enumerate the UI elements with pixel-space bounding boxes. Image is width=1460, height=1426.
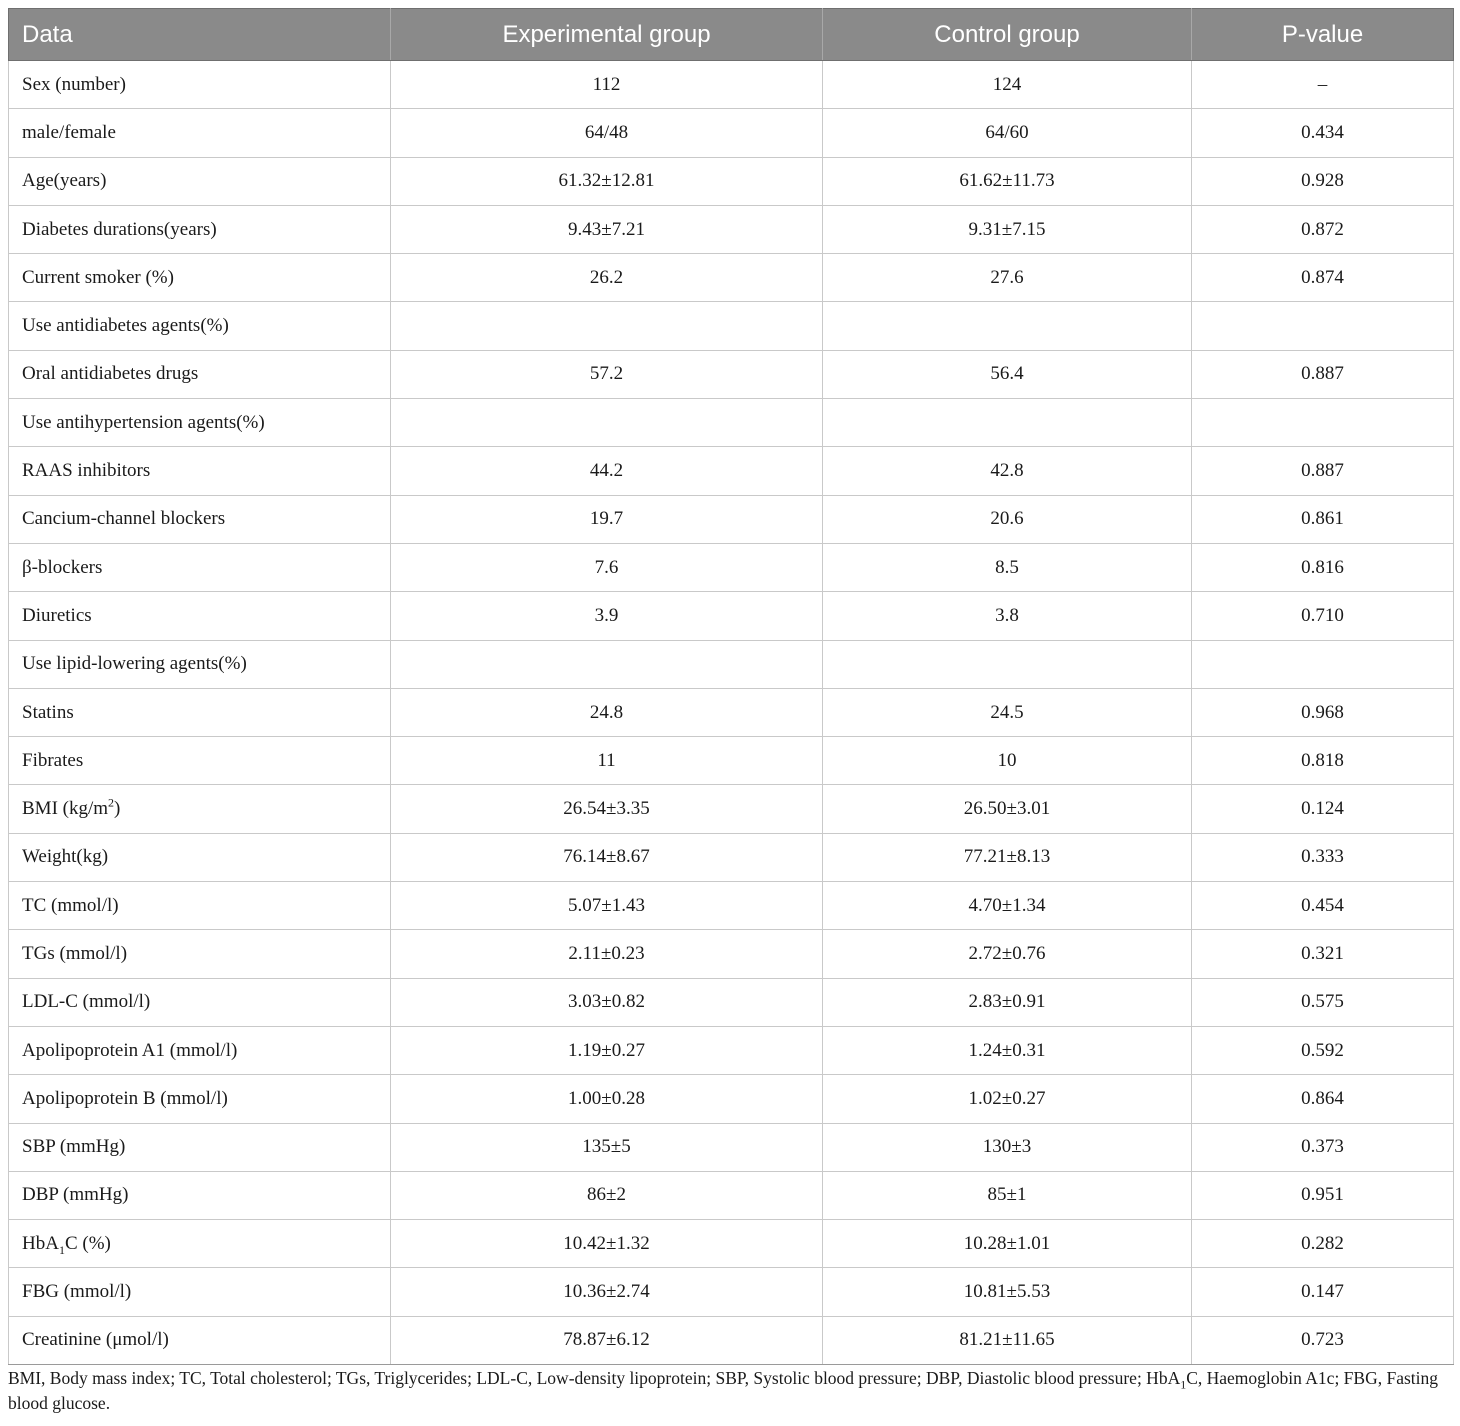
p-value: 0.872 <box>1192 205 1454 253</box>
control-group-value: 85±1 <box>823 1171 1192 1219</box>
row-label <box>9 930 391 978</box>
experimental-group-value: 10.42±1.32 <box>391 1220 823 1268</box>
table-row <box>9 61 1454 109</box>
experimental-group-value: 9.43±7.21 <box>391 205 823 253</box>
row-label-text: Current smoker (%) <box>22 266 174 288</box>
row-label-text: Creatinine (μmol/l) <box>22 1329 169 1351</box>
table-footnote <box>8 1366 1453 1416</box>
row-label <box>9 254 391 302</box>
table-row <box>9 495 1454 543</box>
row-label <box>9 592 391 640</box>
row-label-text: Weight(kg) <box>22 846 109 868</box>
p-value: 0.282 <box>1192 1220 1454 1268</box>
header-experimental-group: Experimental group <box>391 9 823 61</box>
table-row <box>9 1075 1454 1123</box>
table-row <box>9 1316 1454 1364</box>
table-row <box>9 592 1454 640</box>
p-value: 0.723 <box>1192 1316 1454 1364</box>
row-label <box>9 1123 391 1171</box>
p-value: 0.373 <box>1192 1123 1454 1171</box>
row-label-text: Age(years) <box>22 170 107 192</box>
row-label <box>9 1316 391 1364</box>
baseline-characteristics-table-wrapper <box>8 8 1453 1365</box>
control-group-value: 4.70±1.34 <box>823 882 1192 930</box>
row-label-suffix: ) <box>114 798 121 820</box>
row-label-text: male/female <box>22 121 116 143</box>
row-label <box>9 737 391 785</box>
p-value: 0.951 <box>1192 1171 1454 1219</box>
p-value: 0.454 <box>1192 882 1454 930</box>
experimental-group-value: 135±5 <box>391 1123 823 1171</box>
row-label <box>9 495 391 543</box>
row-label-text: RAAS inhibitors <box>22 460 151 482</box>
table-row <box>9 447 1454 495</box>
p-value: – <box>1192 61 1454 109</box>
row-label-text: Use antidiabetes agents(%) <box>22 315 229 337</box>
row-label-text: Cancium-channel blockers <box>22 508 226 530</box>
table-row <box>9 399 1454 447</box>
row-label <box>9 1026 391 1074</box>
experimental-group-value: 61.32±12.81 <box>391 157 823 205</box>
control-group-value <box>823 640 1192 688</box>
p-value: 0.147 <box>1192 1268 1454 1316</box>
table-row <box>9 978 1454 1026</box>
row-label-text: Statins <box>22 701 74 723</box>
row-label <box>9 109 391 157</box>
row-label-text: SBP (mmHg) <box>22 1136 126 1158</box>
p-value: 0.928 <box>1192 157 1454 205</box>
p-value <box>1192 640 1454 688</box>
experimental-group-value: 112 <box>391 61 823 109</box>
experimental-group-value: 5.07±1.43 <box>391 882 823 930</box>
row-label-text: Fibrates <box>22 749 84 771</box>
control-group-value: 24.5 <box>823 688 1192 736</box>
experimental-group-value <box>391 302 823 350</box>
row-label-suffix: C (%) <box>64 1232 111 1254</box>
table-row <box>9 109 1454 157</box>
control-group-value: 64/60 <box>823 109 1192 157</box>
header-control-group: Control group <box>823 9 1192 61</box>
row-label-text: Use lipid-lowering agents(%) <box>22 653 247 675</box>
experimental-group-value <box>391 640 823 688</box>
control-group-value: 3.8 <box>823 592 1192 640</box>
control-group-value: 10.81±5.53 <box>823 1268 1192 1316</box>
p-value: 0.575 <box>1192 978 1454 1026</box>
table-row <box>9 302 1454 350</box>
control-group-value: 26.50±3.01 <box>823 785 1192 833</box>
control-group-value <box>823 302 1192 350</box>
row-label <box>9 205 391 253</box>
experimental-group-value: 3.03±0.82 <box>391 978 823 1026</box>
row-label-text: TGs (mmol/l) <box>22 942 128 964</box>
row-label-text: Oral antidiabetes drugs <box>22 363 199 385</box>
footnote-text-start: BMI, Body mass index; TC, Total cholesterol; TGs, Triglycerides; LDL-C, Low-density lipoprotein; SBP, Systolic blood pressure; DBP, Diastolic blood pressure; HbA <box>8 1368 1181 1388</box>
control-group-value: 27.6 <box>823 254 1192 302</box>
row-label <box>9 447 391 495</box>
control-group-value: 124 <box>823 61 1192 109</box>
table-row <box>9 1123 1454 1171</box>
control-group-value: 10.28±1.01 <box>823 1220 1192 1268</box>
footnote-subscript: 1 <box>1180 1377 1187 1392</box>
row-label-text: Sex (number) <box>22 73 126 95</box>
row-label <box>9 399 391 447</box>
row-label <box>9 1220 391 1268</box>
experimental-group-value: 19.7 <box>391 495 823 543</box>
baseline-characteristics-table <box>8 8 1454 1365</box>
table-row <box>9 1268 1454 1316</box>
experimental-group-value: 1.00±0.28 <box>391 1075 823 1123</box>
p-value: 0.710 <box>1192 592 1454 640</box>
p-value: 0.818 <box>1192 737 1454 785</box>
row-label <box>9 640 391 688</box>
control-group-value: 56.4 <box>823 350 1192 398</box>
experimental-group-value: 26.54±3.35 <box>391 785 823 833</box>
experimental-group-value: 7.6 <box>391 543 823 591</box>
header-p-value: P-value <box>1192 9 1454 61</box>
row-label <box>9 1171 391 1219</box>
row-label-text: Diuretics <box>22 604 92 626</box>
p-value: 0.124 <box>1192 785 1454 833</box>
row-label <box>9 1268 391 1316</box>
row-label-text: TC (mmol/l) <box>22 894 119 916</box>
p-value: 0.333 <box>1192 833 1454 881</box>
row-label <box>9 543 391 591</box>
table-row <box>9 688 1454 736</box>
table-row <box>9 930 1454 978</box>
control-group-value: 10 <box>823 737 1192 785</box>
row-label <box>9 1075 391 1123</box>
control-group-value: 20.6 <box>823 495 1192 543</box>
control-group-value: 8.5 <box>823 543 1192 591</box>
control-group-value: 2.83±0.91 <box>823 978 1192 1026</box>
control-group-value: 1.02±0.27 <box>823 1075 1192 1123</box>
row-label-text: β-blockers <box>22 556 103 578</box>
row-label <box>9 302 391 350</box>
row-label-text: Apolipoprotein B (mmol/l) <box>22 1087 228 1109</box>
experimental-group-value: 57.2 <box>391 350 823 398</box>
table-row <box>9 833 1454 881</box>
header-row <box>9 9 1454 61</box>
row-label <box>9 785 391 833</box>
experimental-group-value: 10.36±2.74 <box>391 1268 823 1316</box>
row-label-text: BMI (kg/m <box>22 798 109 820</box>
row-label <box>9 978 391 1026</box>
table-row <box>9 543 1454 591</box>
experimental-group-value: 24.8 <box>391 688 823 736</box>
row-label-superscript: 2 <box>108 795 115 810</box>
row-label <box>9 157 391 205</box>
experimental-group-value: 11 <box>391 737 823 785</box>
row-label-text: LDL-C (mmol/l) <box>22 991 151 1013</box>
table-row <box>9 785 1454 833</box>
p-value: 0.861 <box>1192 495 1454 543</box>
row-label <box>9 350 391 398</box>
experimental-group-value: 86±2 <box>391 1171 823 1219</box>
p-value: 0.816 <box>1192 543 1454 591</box>
control-group-value: 81.21±11.65 <box>823 1316 1192 1364</box>
table-row <box>9 254 1454 302</box>
table-row <box>9 640 1454 688</box>
experimental-group-value: 64/48 <box>391 109 823 157</box>
p-value: 0.874 <box>1192 254 1454 302</box>
experimental-group-value: 3.9 <box>391 592 823 640</box>
experimental-group-value: 76.14±8.67 <box>391 833 823 881</box>
control-group-value: 1.24±0.31 <box>823 1026 1192 1074</box>
row-label-text: HbA <box>22 1232 59 1254</box>
row-label-text: Use antihypertension agents(%) <box>22 411 265 433</box>
p-value <box>1192 302 1454 350</box>
row-label-text: Diabetes durations(years) <box>22 218 217 240</box>
control-group-value: 77.21±8.13 <box>823 833 1192 881</box>
control-group-value <box>823 399 1192 447</box>
row-label-subscript: 1 <box>58 1242 65 1257</box>
experimental-group-value: 78.87±6.12 <box>391 1316 823 1364</box>
table-row <box>9 157 1454 205</box>
footnote-text-end: C, Haemoglobin A1c; FBG, Fasting blood glucose. <box>8 1368 1439 1413</box>
control-group-value: 9.31±7.15 <box>823 205 1192 253</box>
table-row <box>9 1220 1454 1268</box>
table-body <box>9 61 1454 1365</box>
control-group-value: 2.72±0.76 <box>823 930 1192 978</box>
row-label <box>9 688 391 736</box>
p-value: 0.864 <box>1192 1075 1454 1123</box>
experimental-group-value: 2.11±0.23 <box>391 930 823 978</box>
control-group-value: 130±3 <box>823 1123 1192 1171</box>
table-row <box>9 350 1454 398</box>
table-row <box>9 882 1454 930</box>
experimental-group-value: 44.2 <box>391 447 823 495</box>
table-row <box>9 1171 1454 1219</box>
table-header <box>9 9 1454 61</box>
table-row <box>9 737 1454 785</box>
table-row <box>9 205 1454 253</box>
experimental-group-value: 26.2 <box>391 254 823 302</box>
p-value: 0.968 <box>1192 688 1454 736</box>
table-row <box>9 1026 1454 1074</box>
row-label-text: DBP (mmHg) <box>22 1184 129 1206</box>
row-label <box>9 61 391 109</box>
p-value: 0.434 <box>1192 109 1454 157</box>
control-group-value: 61.62±11.73 <box>823 157 1192 205</box>
row-label <box>9 882 391 930</box>
p-value <box>1192 399 1454 447</box>
row-label <box>9 833 391 881</box>
control-group-value: 42.8 <box>823 447 1192 495</box>
header-data: Data <box>9 9 391 61</box>
row-label-text: FBG (mmol/l) <box>22 1281 132 1303</box>
p-value: 0.592 <box>1192 1026 1454 1074</box>
row-label-text: Apolipoprotein A1 (mmol/l) <box>22 1039 238 1061</box>
experimental-group-value: 1.19±0.27 <box>391 1026 823 1074</box>
p-value: 0.321 <box>1192 930 1454 978</box>
p-value: 0.887 <box>1192 350 1454 398</box>
p-value: 0.887 <box>1192 447 1454 495</box>
experimental-group-value <box>391 399 823 447</box>
